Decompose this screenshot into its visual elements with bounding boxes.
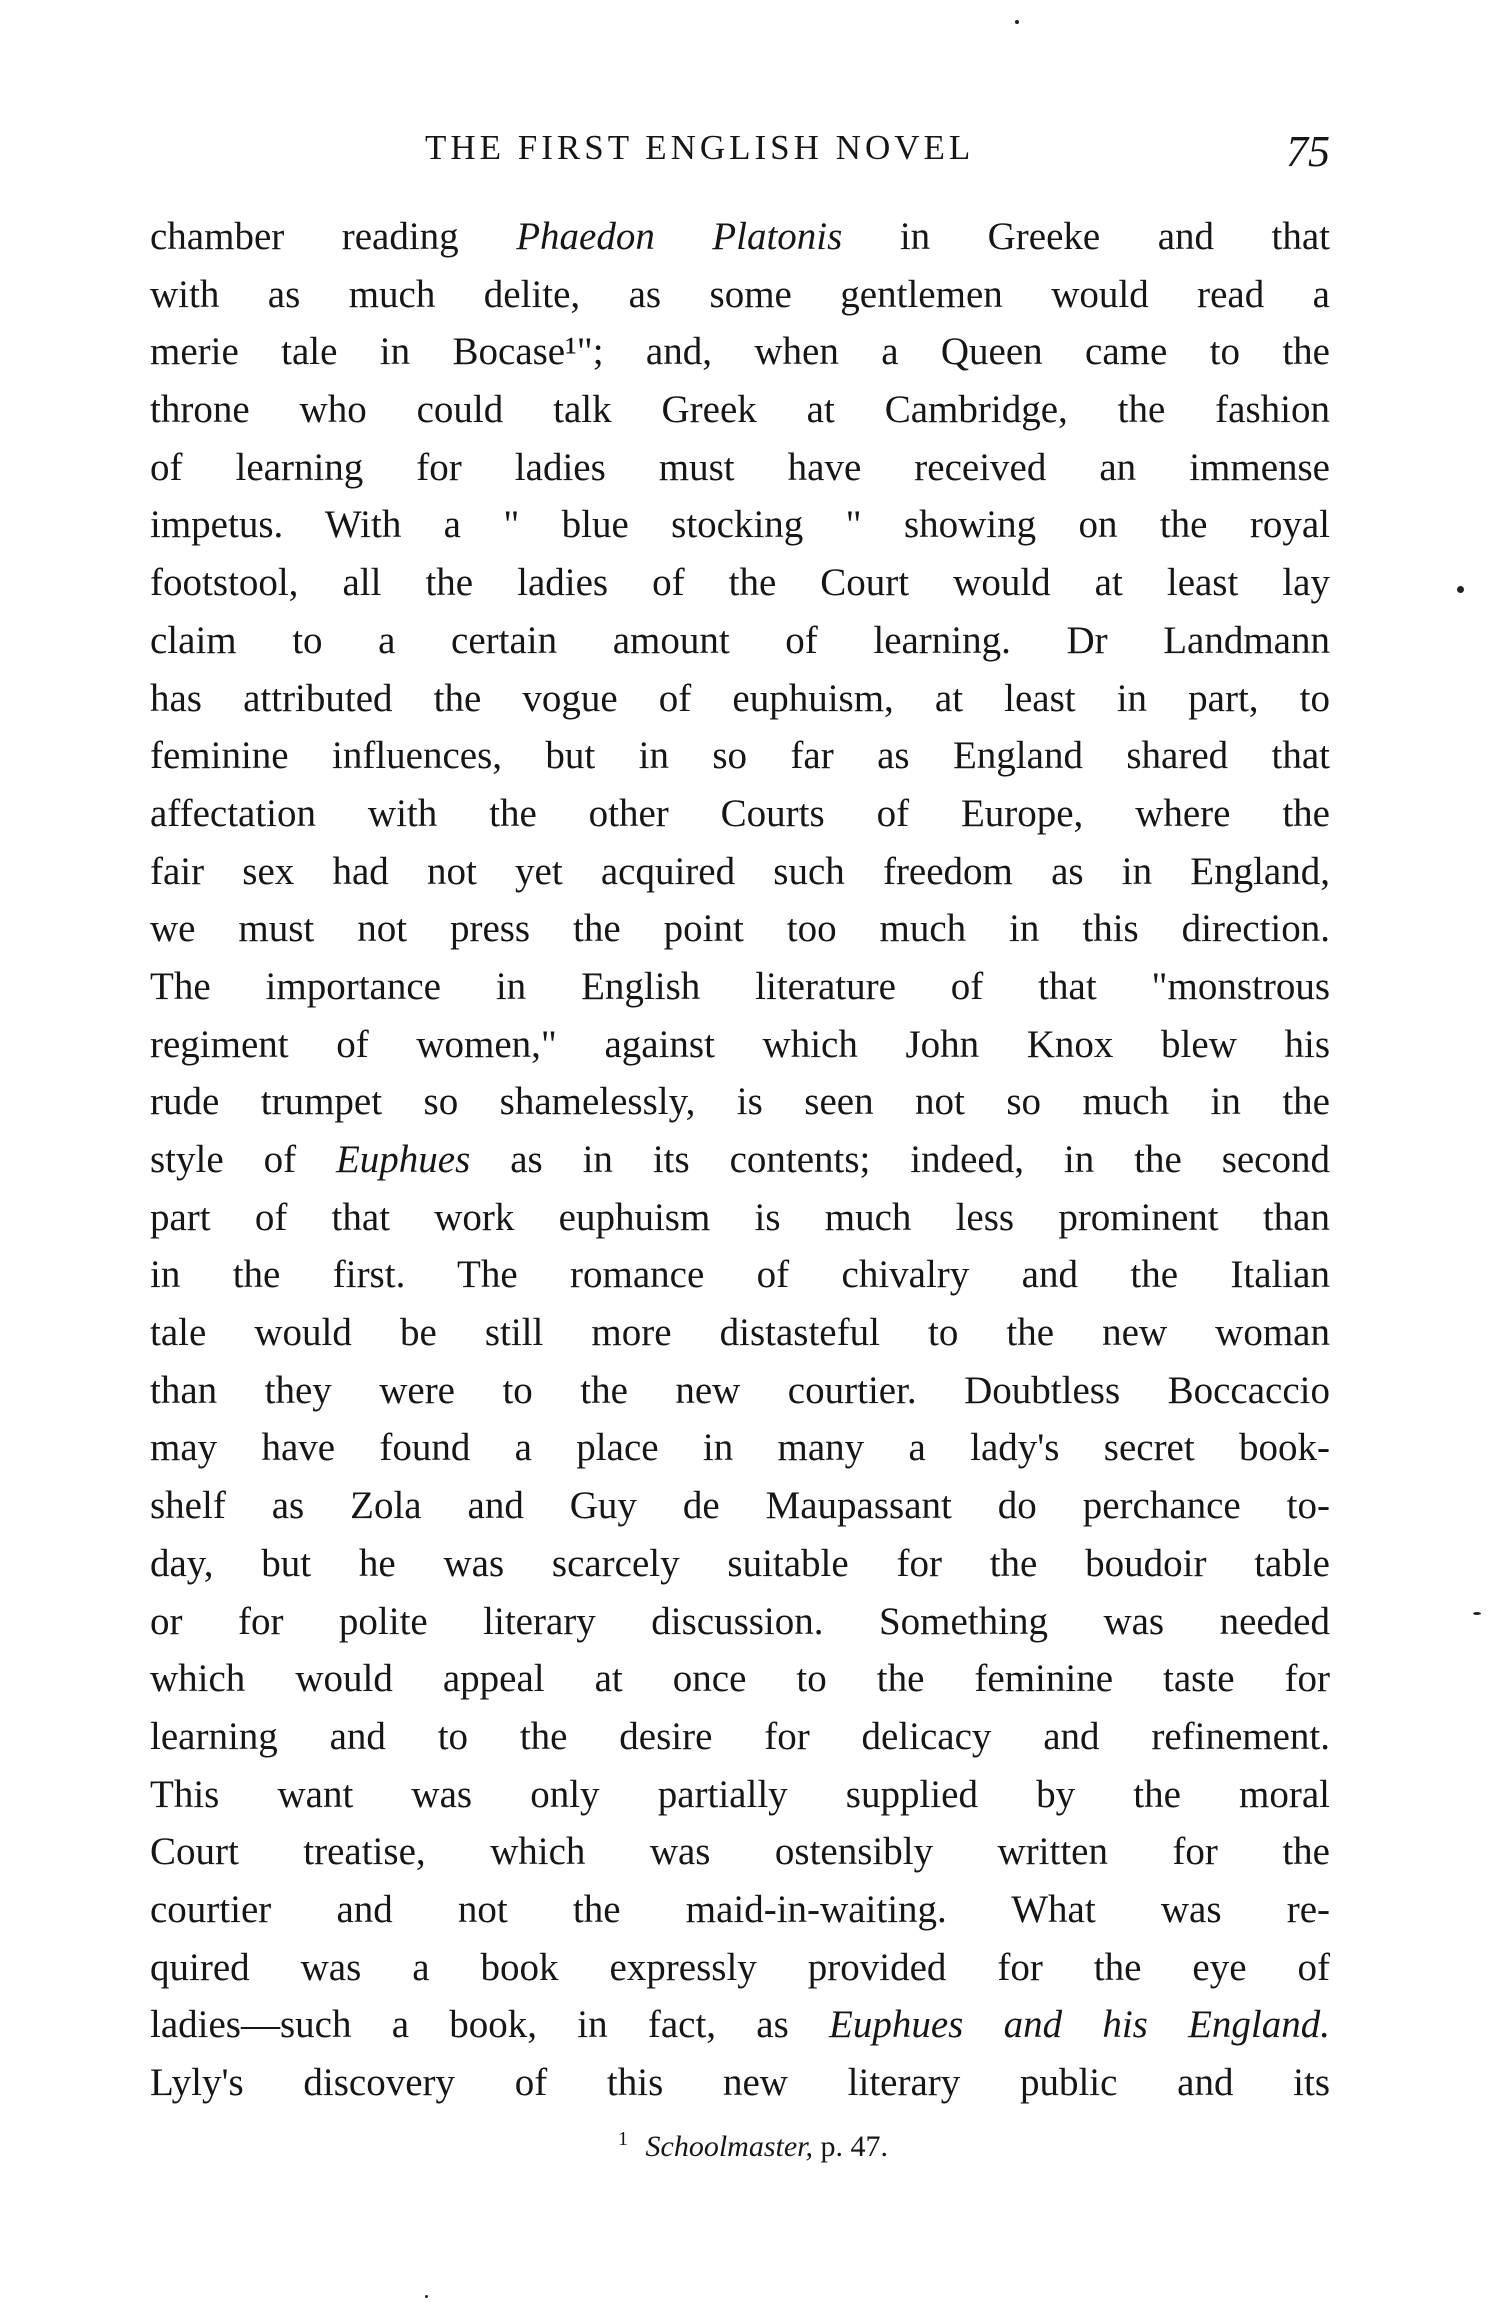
scan-speck [1473, 1612, 1481, 1615]
footnote-source-title: Schoolmaster, [645, 2130, 813, 2163]
running-title: THE FIRST ENGLISH NOVEL [425, 128, 975, 167]
italic-title: Phaedon Platonis [516, 215, 843, 258]
scan-speck [1015, 20, 1019, 24]
body-text [150, 208, 1330, 2112]
text-line: in the first. The romance of chivalry and the Italian [150, 1253, 1330, 1297]
footnote-page-ref: p. 47. [820, 2130, 888, 2163]
text-line: or for polite literary discussion. Something was needed [150, 1599, 1330, 1643]
scan-speck [1457, 586, 1464, 593]
text-line: of learning for ladies must have received an immense [150, 445, 1330, 489]
text-line: learning and to the desire for delicacy and refinement. [150, 1714, 1330, 1758]
text-line: quired was a book expressly provided for the eye of [150, 1945, 1330, 1989]
text-line: may have found a place in many a lady's secret book- [150, 1426, 1330, 1470]
page-header [150, 128, 1330, 188]
text-line: affectation with the other Courts of Europe, where the [150, 791, 1330, 835]
text-line: claim to a certain amount of learning. Dr Landmann [150, 618, 1330, 662]
italic-title: Euphues [335, 1138, 471, 1181]
footnote-marker: 1 [618, 2128, 628, 2150]
text-line: impetus. With a " blue stocking " showing on the royal [150, 503, 1330, 547]
scan-speck [425, 2295, 428, 2298]
text-line: rude trumpet so shamelessly, is seen not so much in the [150, 1080, 1330, 1124]
text-line: Lyly's discovery of this new literary public and its [150, 2061, 1330, 2104]
text-line: footstool, all the ladies of the Court would at least lay [150, 561, 1330, 605]
text-line: courtier and not the maid-in-waiting. What was re- [150, 1887, 1330, 1931]
text-line: part of that work euphuism is much less prominent than [150, 1195, 1330, 1239]
text-line: regiment of women," against which John Knox blew his [150, 1022, 1330, 1066]
text-line: shelf as Zola and Guy de Maupassant do perchance to- [150, 1484, 1330, 1528]
text-line: merie tale in Bocase¹"; and, when a Queen came to the [150, 330, 1330, 374]
text-line: The importance in English literature of that "monstrous [150, 964, 1330, 1008]
text-line: which would appeal at once to the feminine taste for [150, 1657, 1330, 1701]
text-line: chamber reading Phaedon Platonis in Greeke and that [150, 215, 1330, 258]
text-line: Court treatise, which was ostensibly written for the [150, 1830, 1330, 1874]
footnote [0, 2128, 1506, 2164]
text-line: feminine influences, but in so far as England shared that [150, 734, 1330, 778]
text-line: throne who could talk Greek at Cambridge, the fashion [150, 388, 1330, 432]
text-line: has attributed the vogue of euphuism, at least in part, to [150, 676, 1330, 720]
text-line: than they were to the new courtier. Doubtless Boccaccio [150, 1368, 1330, 1412]
text-line: day, but he was scarcely suitable for the boudoir table [150, 1541, 1330, 1585]
text-line: This want was only partially supplied by the moral [150, 1772, 1330, 1816]
page-number: 75 [1286, 127, 1330, 176]
text-line: style of Euphues as in its contents; indeed, in the second [150, 1138, 1330, 1181]
italic-title: Euphues and his England. [829, 2003, 1330, 2047]
text-line: ladies—such a book, in fact, as Euphues and his England. [150, 2003, 1330, 2047]
text-line: with as much delite, as some gentlemen would read a [150, 272, 1330, 316]
text-line: tale would be still more distasteful to the new woman [150, 1311, 1330, 1355]
text-line: we must not press the point too much in this direction. [150, 907, 1330, 951]
text-line: fair sex had not yet acquired such freedom as in England, [150, 849, 1330, 893]
